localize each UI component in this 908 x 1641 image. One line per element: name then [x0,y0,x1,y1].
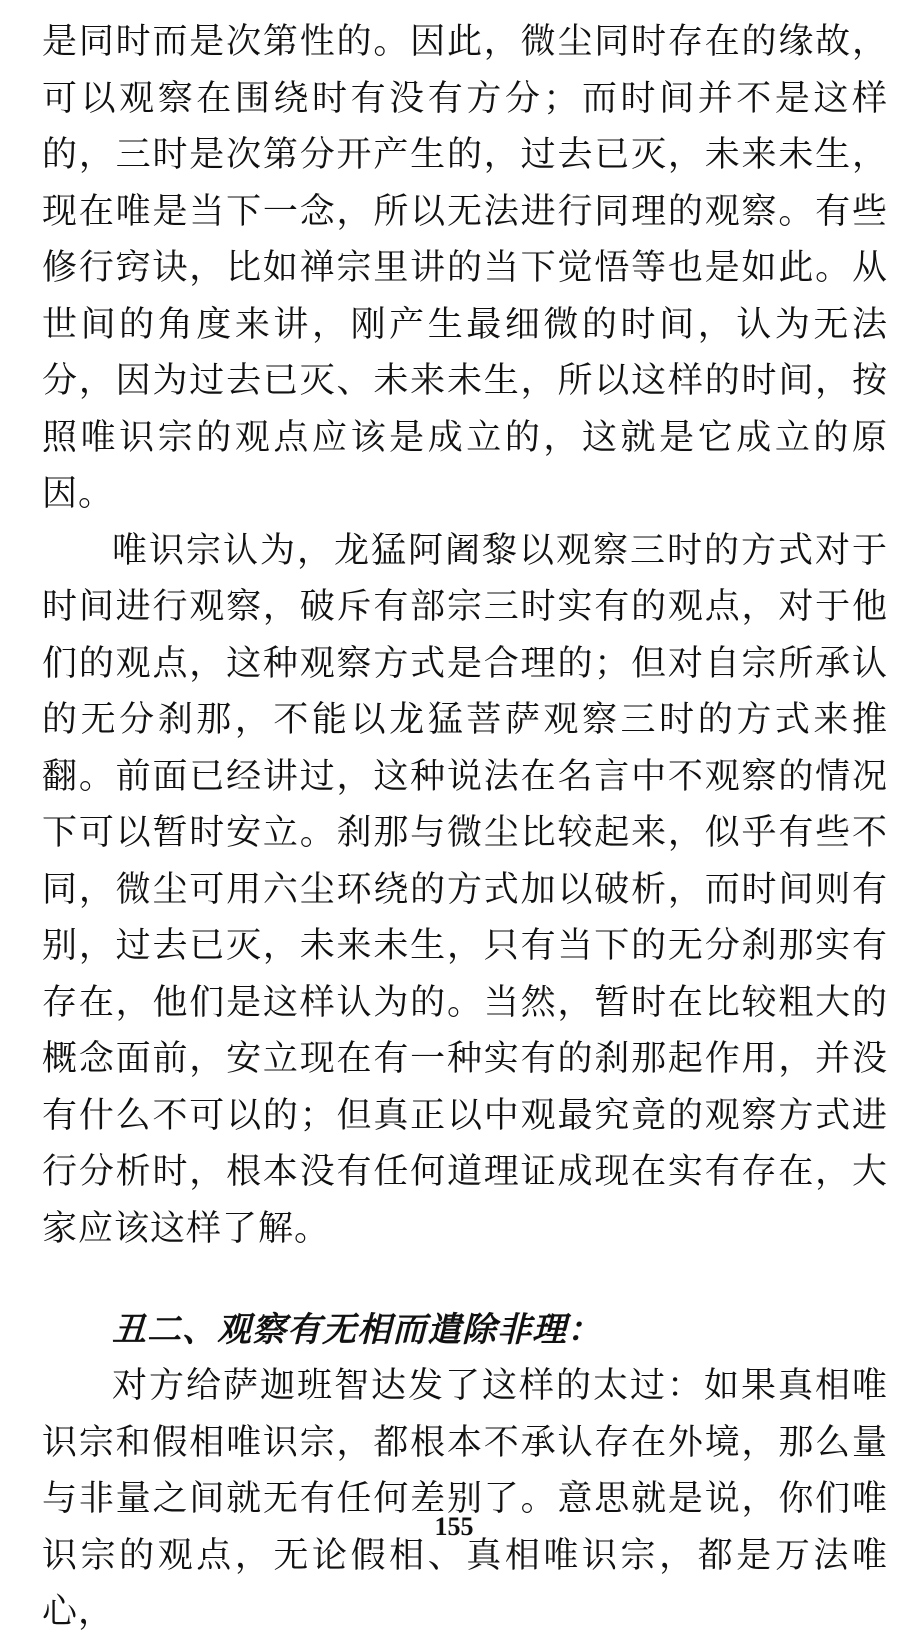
page-body [42,14,888,1641]
page-number: 155 [434,1512,474,1541]
paragraph-1: 是同时而是次第性的。因此，微尘同时存在的缘故，可以观察在围绕时有没有方分；而时间并不是这样的，三时是次第分开产生的，过去已灭，未来未生，现在唯是当下一念，所以无法进行同理的观察。有些修行窍诀，比如禅宗里讲的当下觉悟等也是如此。从世间的角度来讲，刚产生最细微的时间，认为无法分，因为过去已灭、未来未生，所以这样的时间，按照唯识宗的观点应该是成立的，这就是它成立的原因。 [42,22,888,514]
paragraph-2: 唯识宗认为，龙猛阿阇黎以观察三时的方式对于时间进行观察，破斥有部宗三时实有的观点，对于他们的观点，这种观察方式是合理的；但对自宗所承认的无分刹那，不能以龙猛菩萨观察三时的方式来推翻。前面已经讲过，这种说法在名言中不观察的情况下可以暂时安立。刹那与微尘比较起来，似乎有些不同，微尘可用六尘环绕的方式加以破析，而时间则有别，过去已灭，未来未生，只有当下的无分刹那实有存在，他们是这样认为的。当然，暂时在比较粗大的概念面前，安立现在有一种实有的刹那起作用，并没有什么不可以的；但真正以中观最究竟的观察方式进行分析时，根本没有任何道理证成现在实有存在，大家应该这样了解。 [42,530,888,1249]
paragraph-3: 对方给萨迦班智达发了这样的太过：如果真相唯识宗和假相唯识宗，都根本不承认存在外境，那么量与非量之间就无有任何差别了。意思就是说，你们唯识宗的观点，无论假相、真相唯识宗，都是万法唯心， [42,1366,888,1632]
section-heading: 丑二、观察有无相而遣除非理： [112,1310,602,1350]
